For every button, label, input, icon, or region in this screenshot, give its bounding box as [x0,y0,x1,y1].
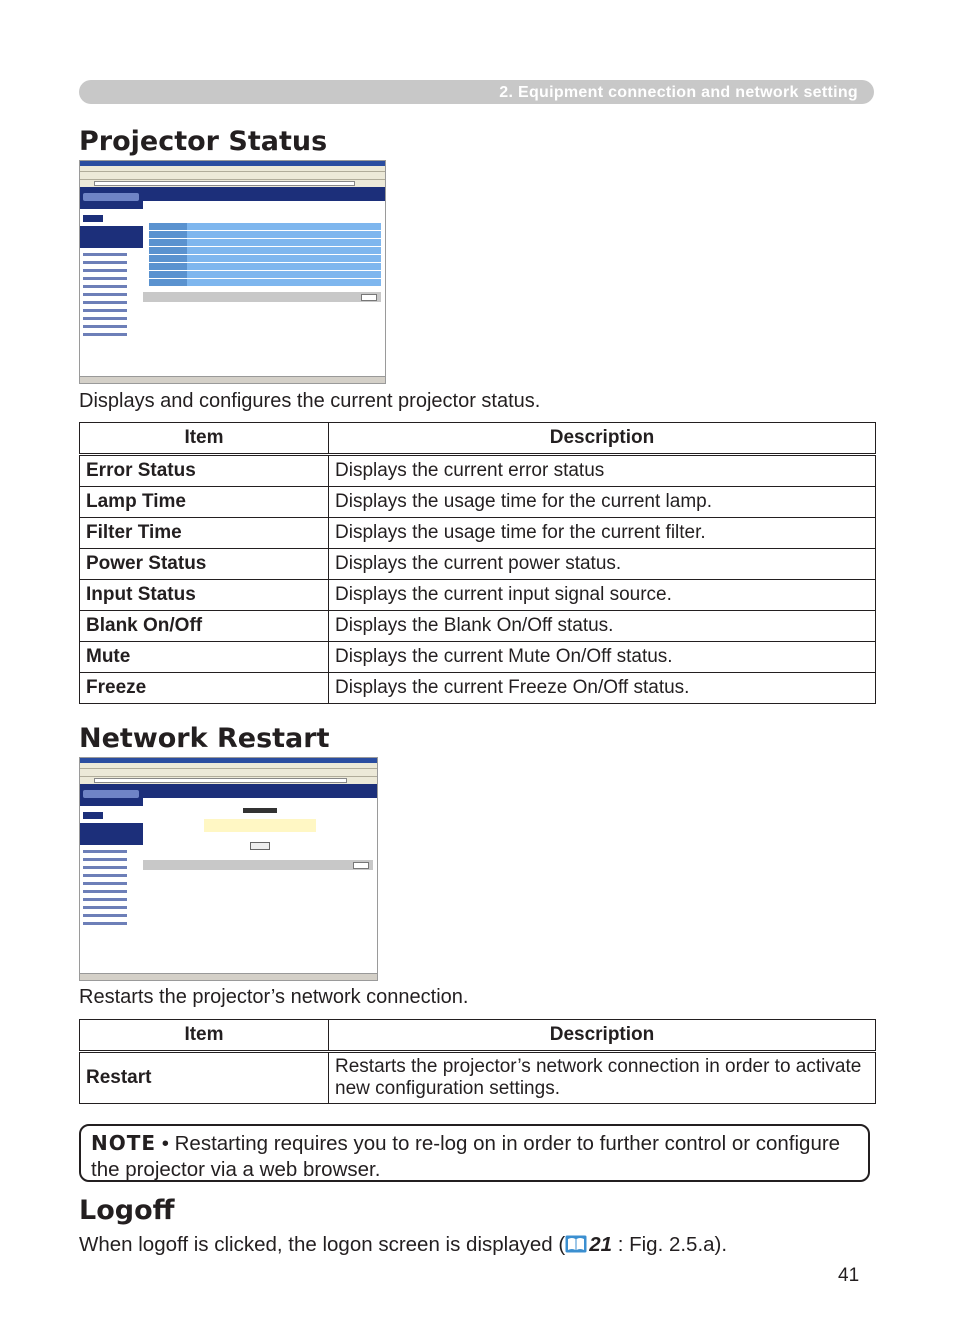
row-item: Lamp Time [80,487,329,518]
table-row [80,611,876,642]
row-description: Displays the Blank On/Off status. [329,611,876,642]
column-header-item: Item [80,423,329,455]
network-restart-heading: Network Restart [79,723,330,754]
row-item: Power Status [80,549,329,580]
network-restart-caption: Restarts the projector’s network connection. [79,986,469,1008]
section-header-bar [79,80,874,104]
column-header-item: Item [80,1020,329,1052]
table-row [80,673,876,704]
row-item: Filter Time [80,518,329,549]
row-item: Error Status [80,455,329,487]
logoff-description [79,1233,727,1257]
projector-status-screenshot [79,160,386,384]
network-restart-screenshot [79,757,378,981]
note-box [79,1124,870,1182]
row-description: Restarts the projector’s network connection in order to activate new configuration settings. [329,1052,876,1104]
page-number: 41 [838,1265,860,1286]
page-reference[interactable]: 21 [589,1233,612,1256]
note-text: • Restarting requires you to re-log on in order to further control or configure the projector via a web browser. [91,1132,841,1181]
logoff-heading: Logoff [79,1195,175,1226]
column-header-description: Description [329,1020,876,1052]
network-restart-table [79,1019,876,1104]
row-description: Displays the current power status. [329,549,876,580]
row-description: Displays the usage time for the current filter. [329,518,876,549]
row-item: Blank On/Off [80,611,329,642]
section-header-text: 2. Equipment connection and network setting [499,84,858,101]
row-item: Mute [80,642,329,673]
row-description: Displays the usage time for the current lamp. [329,487,876,518]
projector-status-caption: Displays and configures the current projector status. [79,390,541,412]
row-description: Displays the current Mute On/Off status. [329,642,876,673]
row-description: Displays the current input signal source. [329,580,876,611]
row-description: Displays the current Freeze On/Off status. [329,673,876,704]
column-header-description: Description [329,423,876,455]
note-label: NOTE [91,1131,157,1155]
row-item: Freeze [80,673,329,704]
book-icon [565,1235,587,1253]
logoff-text-after: : Fig. 2.5.a). [612,1233,728,1256]
logoff-text-before: When logoff is clicked, the logon screen is displayed ( [79,1233,566,1256]
projector-status-heading: Projector Status [79,126,328,157]
table-row [80,518,876,549]
table-row [80,455,876,487]
table-row [80,487,876,518]
row-description: Displays the current error status [329,455,876,487]
table-row [80,642,876,673]
row-item: Input Status [80,580,329,611]
table-row [80,580,876,611]
projector-status-table [79,422,876,704]
table-row [80,1052,876,1104]
row-item: Restart [80,1052,329,1104]
table-row [80,549,876,580]
